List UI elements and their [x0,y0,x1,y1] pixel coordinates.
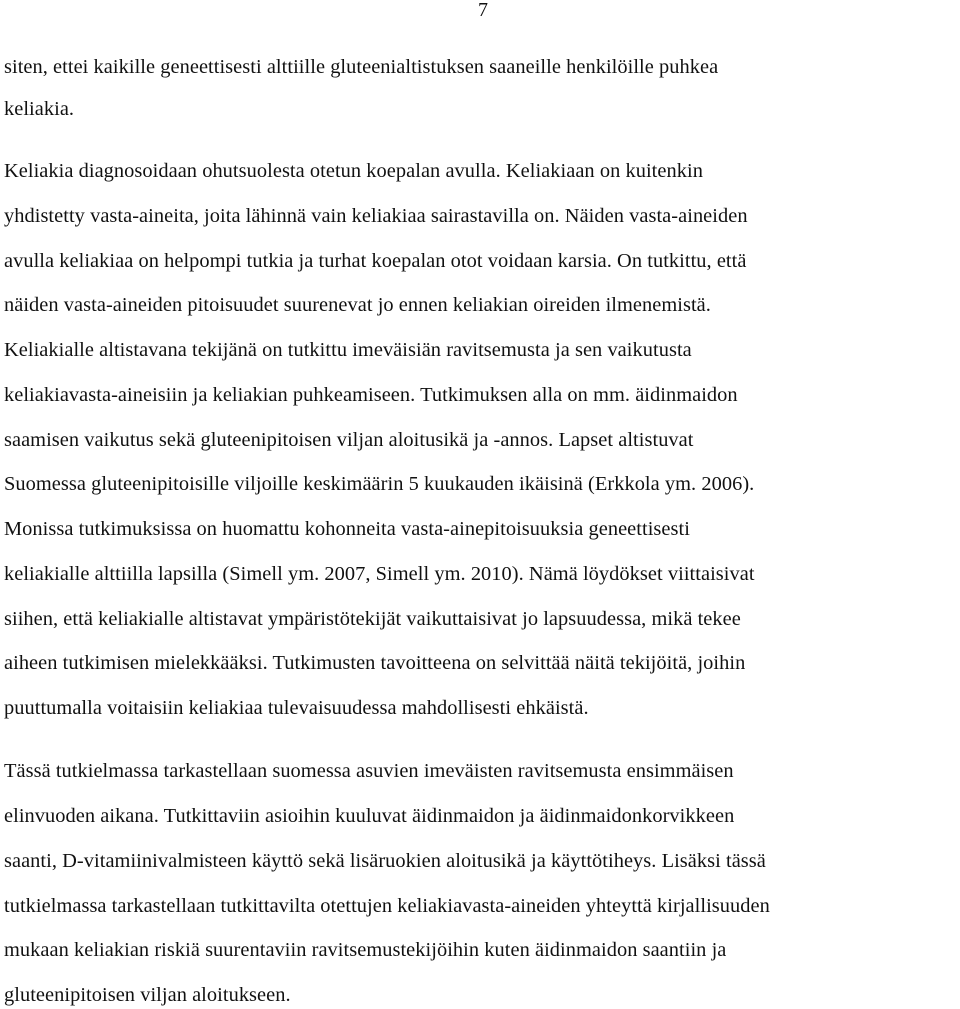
text-line: Suomessa gluteenipitoisille viljoille keskimäärin 5 kuukauden ikäisinä (Erkkola ym. 2006). [4,473,755,496]
text-line: Keliakia diagnosoidaan ohutsuolesta otetun koepalan avulla. Keliakiaan on kuitenkin [4,160,703,183]
text-line: puuttumalla voitaisiin keliakiaa tulevaisuudessa mahdollisesti ehkäistä. [4,697,589,720]
page-number: 7 [478,0,488,21]
text-line: tutkielmassa tarkastellaan tutkittavilta otettujen keliakiavasta-aineiden yhteyttä kirjallisuuden [4,894,770,917]
text-line: Tässä tutkielmassa tarkastellaan suomessa asuvien imeväisten ravitsemusta ensimmäisen [4,760,734,783]
text-line: Keliakialle altistavana tekijänä on tutkittu imeväisiän ravitsemusta ja sen vaikutusta [4,339,692,362]
text-line: saamisen vaikutus sekä gluteenipitoisen viljan aloitusikä ja -annos. Lapset altistuvat [4,428,694,451]
text-line: siihen, että keliakialle altistavat ympäristötekijät vaikuttaisivat jo lapsuudessa, mikä tekee [4,607,741,630]
text-line: keliakia. [4,97,75,120]
text-line: mukaan keliakian riskiä suurentaviin ravitsemustekijöihin kuten äidinmaidon saantiin ja [4,939,727,962]
text-line: elinvuoden aikana. Tutkittaviin asioihin kuuluvat äidinmaidon ja äidinmaidonkorvikkeen [4,805,735,827]
text-line: Monissa tutkimuksissa on huomattu kohonneita vasta-ainepitoisuuksia geneettisesti [4,518,690,541]
text-line: saanti, D-vitamiinivalmisteen käyttö sekä lisäruokien aloitusikä ja käyttötiheys. Lisäksi tässä [4,849,766,872]
text-line: näiden vasta-aineiden pitoisuudet suurenevat jo ennen keliakian oireiden ilmenemistä. [4,294,711,317]
text-line: avulla keliakiaa on helpompi tutkia ja turhat koepalan otot voidaan karsia. On tutkittu, että [4,249,747,272]
text-line: keliakiavasta-aineisiin ja keliakian puhkeamiseen. Tutkimuksen alla on mm. äidinmaidon [4,383,738,406]
text-line: aiheen tutkimisen mielekkääksi. Tutkimusten tavoitteena on selvittää näitä tekijöitä, joihin [4,652,746,675]
text-line: siten, ettei kaikille geneettisesti alttiille gluteenialtistuksen saaneille henkilöille puhkea [4,56,719,78]
text-line: yhdistetty vasta-aineita, joita lähinnä vain keliakiaa sairastavilla on. Näiden vasta-aineiden [4,204,748,227]
text-line: gluteenipitoisen viljan aloitukseen. [4,984,291,1006]
text-line: keliakialle alttiilla lapsilla (Simell ym. 2007, Simell ym. 2010). Nämä löydökset viittaisivat [4,562,755,585]
